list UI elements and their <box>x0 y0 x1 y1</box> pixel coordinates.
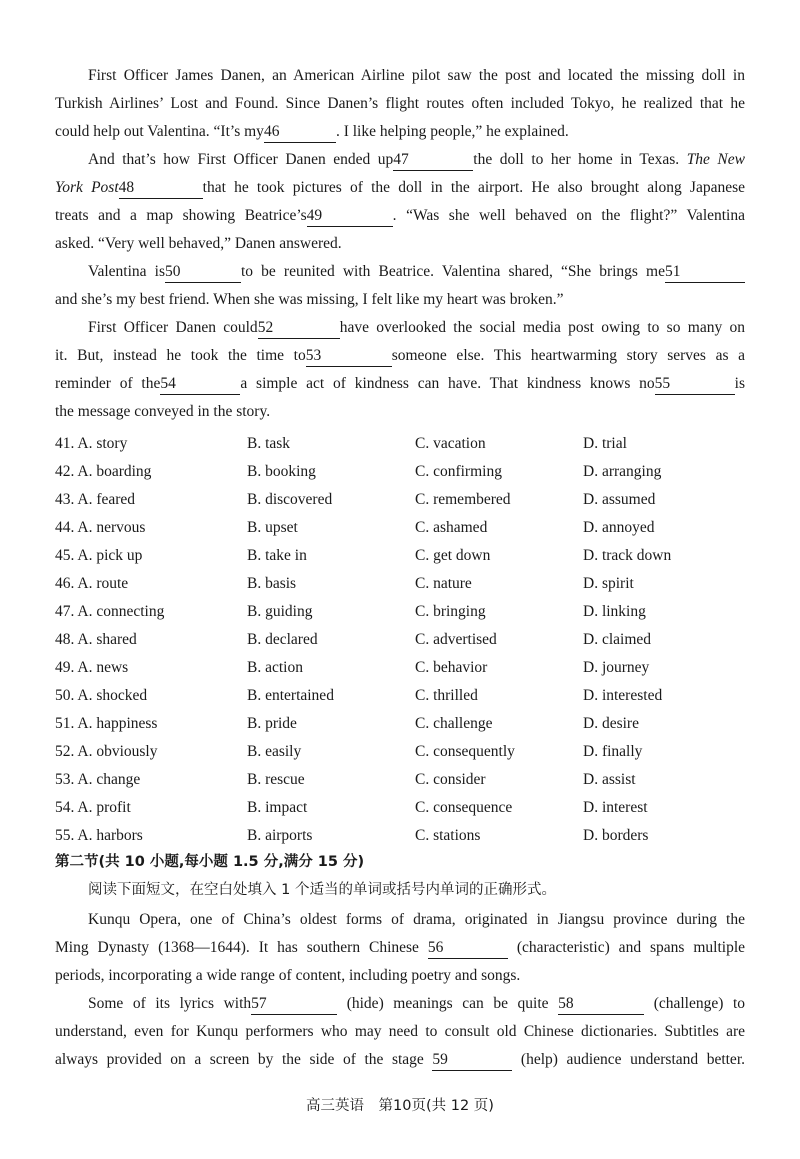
option-d[interactable]: D. assumed <box>583 491 656 508</box>
option-b[interactable]: B. entertained <box>247 687 334 704</box>
option-c[interactable]: C. consequence <box>415 799 513 816</box>
option-c[interactable]: C. thrilled <box>415 687 478 704</box>
option-b[interactable]: B. guiding <box>247 603 313 620</box>
blank-46[interactable]: 46 <box>264 122 336 143</box>
option-a[interactable]: 45. A. pick up <box>55 547 143 564</box>
blank-56[interactable]: 56 <box>428 938 508 959</box>
option-b[interactable]: B. task <box>247 435 291 452</box>
option-b[interactable]: B. impact <box>247 799 308 816</box>
blank-51[interactable]: 51 <box>665 262 745 283</box>
option-c[interactable]: C. ashamed <box>415 519 488 536</box>
option-d[interactable]: D. finally <box>583 743 643 760</box>
blank-53[interactable]: 53 <box>306 346 392 367</box>
question-row <box>55 682 755 710</box>
blank-48[interactable]: 48 <box>119 178 203 199</box>
option-a[interactable]: 49. A. news <box>55 659 129 676</box>
option-a[interactable]: 51. A. happiness <box>55 715 158 732</box>
option-d[interactable]: D. claimed <box>583 631 652 648</box>
option-c[interactable]: C. nature <box>415 575 472 592</box>
text-line: it. But, instead he took the time to53 someone else. This heartwarming story serves as a <box>55 342 745 370</box>
question-row <box>55 570 755 598</box>
passage-paragraph-2 <box>55 146 745 258</box>
passage2-paragraph-2 <box>55 990 745 1074</box>
page-footer: 高三英语 第10页(共 12 页) <box>306 1098 494 1114</box>
question-row <box>55 710 755 738</box>
question-row <box>55 486 755 514</box>
blank-49[interactable]: 49 <box>307 206 393 227</box>
option-a[interactable]: 48. A. shared <box>55 631 137 648</box>
text-line: Valentina is50 to be reunited with Beatrice. Valentina shared, “She brings me51 <box>55 258 745 286</box>
option-b[interactable]: B. upset <box>247 519 298 536</box>
option-b[interactable]: B. booking <box>247 463 316 480</box>
passage-paragraph-3 <box>55 258 745 314</box>
text-line: York Post48 that he took pictures of the doll in the airport. He also brought along Japanese <box>55 174 745 202</box>
question-row <box>55 794 755 822</box>
option-b[interactable]: B. action <box>247 659 303 676</box>
option-b[interactable]: B. take in <box>247 547 307 564</box>
option-a[interactable]: 55. A. harbors <box>55 827 143 844</box>
options-list <box>55 430 755 850</box>
option-d[interactable]: D. interest <box>583 799 648 816</box>
option-a[interactable]: 44. A. nervous <box>55 519 146 536</box>
option-a[interactable]: 52. A. obviously <box>55 743 158 760</box>
option-d[interactable]: D. linking <box>583 603 646 620</box>
section-title: 第二节(共 10 小题,每小题 1.5 分,满分 15 分) <box>55 854 365 870</box>
question-row <box>55 766 755 794</box>
option-b[interactable]: B. declared <box>247 631 318 648</box>
text-line: And that’s how First Officer Danen ended up47 the doll to her home in Texas. The New <box>55 146 745 174</box>
text-line: always provided on a screen by the side of the stage 59 (help) audience understand better. <box>55 1046 745 1074</box>
text-line: treats and a map showing Beatrice’s49 . “Was she well behaved on the flight?” Valentina <box>55 202 745 230</box>
option-d[interactable]: D. trial <box>583 435 627 452</box>
text-line: First Officer James Danen, an American Airline pilot saw the post and located the missing doll in <box>88 67 745 84</box>
option-b[interactable]: B. rescue <box>247 771 305 788</box>
passage-paragraph-4 <box>55 314 745 426</box>
text-line: reminder of the54 a simple act of kindness can have. That kindness knows no55 is <box>55 370 745 398</box>
option-a[interactable]: 46. A. route <box>55 575 129 592</box>
blank-50[interactable]: 50 <box>165 262 241 283</box>
passage2-paragraph-1 <box>55 906 745 990</box>
question-row <box>55 822 755 850</box>
blank-59[interactable]: 59 <box>432 1050 512 1071</box>
passage-paragraph-1 <box>55 62 745 146</box>
blank-52[interactable]: 52 <box>258 318 340 339</box>
option-d[interactable]: D. annoyed <box>583 519 655 536</box>
option-d[interactable]: D. track down <box>583 547 672 564</box>
option-c[interactable]: C. bringing <box>415 603 486 620</box>
question-row <box>55 626 755 654</box>
text-line: Ming Dynasty (1368—1644). It has southern Chinese 56 (characteristic) and spans multiple <box>55 934 745 962</box>
text-line: the message conveyed in the story. <box>55 403 271 420</box>
option-d[interactable]: D. assist <box>583 771 636 788</box>
text-line: could help out Valentina. “It’s my46 . I like helping people,” he explained. <box>55 118 745 146</box>
option-c[interactable]: C. advertised <box>415 631 497 648</box>
blank-57[interactable]: 57 <box>251 994 337 1015</box>
blank-47[interactable]: 47 <box>393 150 473 171</box>
option-c[interactable]: C. stations <box>415 827 481 844</box>
option-c[interactable]: C. confirming <box>415 463 502 480</box>
option-d[interactable]: D. arranging <box>583 463 662 480</box>
text-line: understand, even for Kunqu performers who may need to consult old Chinese dictionaries. Subtitles are <box>55 1023 745 1040</box>
option-b[interactable]: B. easily <box>247 743 302 760</box>
option-a[interactable]: 53. A. change <box>55 771 141 788</box>
option-c[interactable]: C. consider <box>415 771 486 788</box>
question-row <box>55 430 755 458</box>
section-instruction: 阅读下面短文，在空白处填入 1 个适当的单词或括号内单词的正确形式。 <box>88 882 556 898</box>
option-a[interactable]: 50. A. shocked <box>55 687 148 704</box>
text-line: asked. “Very well behaved,” Danen answered. <box>55 235 342 252</box>
option-a[interactable]: 42. A. boarding <box>55 463 152 480</box>
question-row <box>55 738 755 766</box>
option-b[interactable]: B. pride <box>247 715 297 732</box>
option-a[interactable]: 41. A. story <box>55 435 128 452</box>
option-b[interactable]: B. basis <box>247 575 297 592</box>
question-row <box>55 598 755 626</box>
question-row <box>55 514 755 542</box>
option-d[interactable]: D. journey <box>583 659 650 676</box>
text-line: Some of its lyrics with57 (hide) meanings can be quite 58 (challenge) to <box>55 990 745 1018</box>
option-d[interactable]: D. borders <box>583 827 649 844</box>
option-c[interactable]: C. behavior <box>415 659 488 676</box>
text-line: Kunqu Opera, one of China’s oldest forms of drama, originated in Jiangsu province during the <box>88 911 745 928</box>
option-a[interactable]: 54. A. profit <box>55 799 131 816</box>
option-d[interactable]: D. interested <box>583 687 663 704</box>
option-d[interactable]: D. desire <box>583 715 639 732</box>
option-a[interactable]: 47. A. connecting <box>55 603 165 620</box>
text-line: Turkish Airlines’ Lost and Found. Since Danen’s flight routes often included Tokyo, he realized that he <box>55 95 745 112</box>
question-row <box>55 458 755 486</box>
blank-54[interactable]: 54 <box>160 374 240 395</box>
text-line: First Officer Danen could52 have overlooked the social media post owing to so many on <box>55 314 745 342</box>
option-c[interactable]: C. remembered <box>415 491 511 508</box>
option-c[interactable]: C. challenge <box>415 715 493 732</box>
option-c[interactable]: C. vacation <box>415 435 486 452</box>
text-line: and she’s my best friend. When she was missing, I felt like my heart was broken.” <box>55 291 564 308</box>
option-a[interactable]: 43. A. feared <box>55 491 136 508</box>
question-row <box>55 654 755 682</box>
option-b[interactable]: B. discovered <box>247 491 333 508</box>
option-c[interactable]: C. consequently <box>415 743 515 760</box>
question-row <box>55 542 755 570</box>
option-b[interactable]: B. airports <box>247 827 313 844</box>
blank-55[interactable]: 55 <box>655 374 735 395</box>
option-c[interactable]: C. get down <box>415 547 491 564</box>
blank-58[interactable]: 58 <box>558 994 644 1015</box>
option-d[interactable]: D. spirit <box>583 575 634 592</box>
text-line: periods, incorporating a wide range of content, including poetry and songs. <box>55 967 521 984</box>
